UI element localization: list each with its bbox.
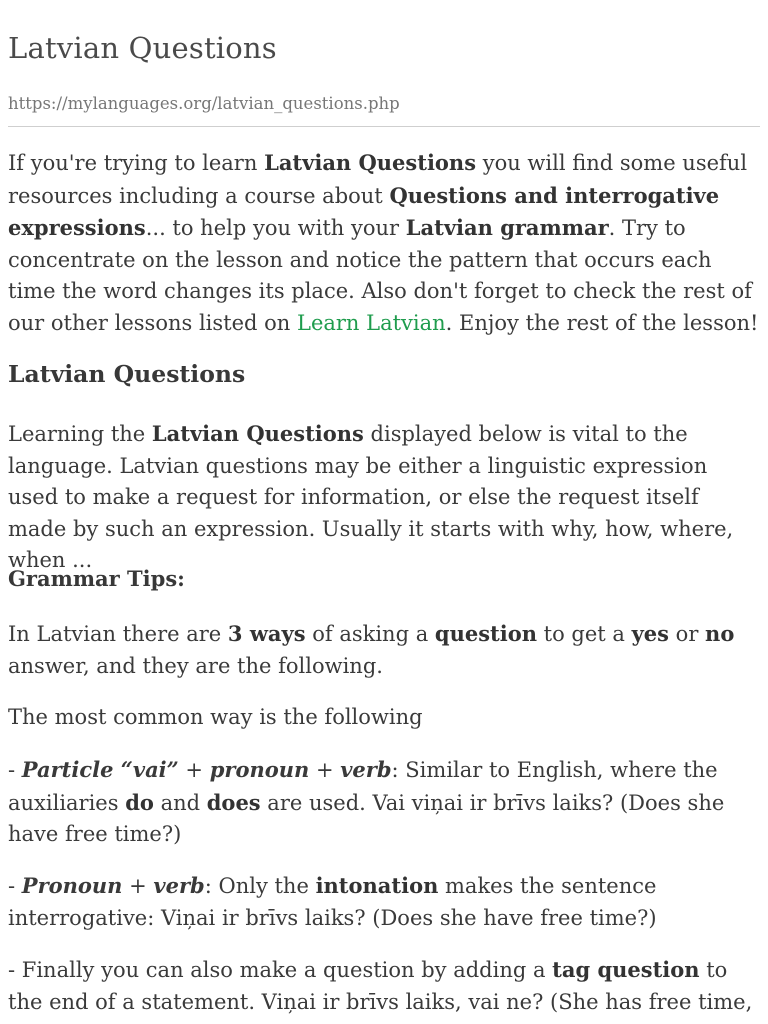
ways-bold-no: no	[705, 621, 735, 646]
rule2-verb: verb	[153, 873, 205, 898]
rule2-plus: +	[122, 874, 154, 898]
common-way-paragraph: The most common way is the following	[8, 705, 423, 729]
intro-text-1: If you're trying to learn	[8, 151, 265, 175]
ways-text-1: In Latvian there are	[8, 622, 228, 646]
learning-text-2: displayed below is vital to the language. Latvian questions may be either a linguistic expression used to make a request for information, or else the request itself made by such an expression. Usually it starts with why, how, where, when ...	[8, 422, 734, 572]
intro-bold-questions-expressions: Questions and interrogative expressions	[8, 182, 720, 240]
intro-paragraph	[8, 147, 762, 339]
learning-bold-latvian-questions: Latvian Questions	[151, 421, 364, 446]
rule-particle-vai	[8, 754, 762, 851]
intro-text-3: ... to help you with your	[145, 216, 406, 240]
learn-latvian-link[interactable]: Learn Latvian	[297, 310, 446, 335]
ways-text-2: of asking a	[305, 622, 435, 646]
ways-bold-question: question	[434, 621, 537, 646]
rule1-plus-2: +	[309, 758, 341, 782]
grammar-tips-heading: Grammar Tips:	[8, 566, 185, 591]
rule2-pronoun: Pronoun	[21, 873, 123, 898]
rule3-text-1: - Finally you can also make a question by adding a	[8, 958, 553, 982]
rule2-dash: -	[8, 874, 22, 898]
rule2-text-2: makes the sentence interrogative: Viņai ir brīvs laiks? (Does she have free time?)	[8, 874, 657, 930]
rule2-bold-intonation: intonation	[315, 873, 439, 898]
intro-text-2: you will find some useful resources including a course about	[8, 151, 748, 208]
ways-text-4: or	[669, 622, 706, 646]
divider	[8, 126, 760, 127]
page-title: Latvian Questions	[8, 31, 277, 65]
intro-text-5: . Enjoy the rest of the lesson!	[445, 310, 759, 335]
rule1-text-2: and	[153, 790, 207, 815]
rule1-text-3: are used. Vai viņai ir brīvs laiks? (Does she have free time?)	[8, 790, 725, 846]
rule1-bold-do: do	[125, 789, 154, 815]
learning-paragraph	[8, 418, 762, 577]
rule2-text-1: : Only the	[204, 874, 316, 898]
learning-text-1: Learning the	[8, 422, 152, 446]
rule1-dash: -	[8, 758, 22, 782]
intro-bold-latvian-questions: Latvian Questions	[264, 150, 477, 175]
rule-tag-question	[8, 954, 762, 1018]
rule1-bold-does: does	[206, 789, 261, 815]
rule1-pronoun: pronoun	[209, 757, 310, 782]
rule1-verb: verb	[340, 757, 392, 782]
intro-bold-latvian-grammar: Latvian grammar	[405, 215, 609, 240]
ways-bold-3-ways: 3 ways	[227, 621, 306, 646]
rule3-bold-tag-question: tag question	[552, 957, 700, 982]
rule1-plus-1: +	[178, 758, 210, 782]
section-heading: Latvian Questions	[8, 360, 246, 388]
intro-text-4: . Try to concentrate on the lesson and notice the pattern that occurs each time the word changes its place. Also don't forget to check the rest of our other lessons listed on	[8, 216, 752, 335]
rule1-particle: Particle “vai”	[21, 757, 179, 782]
ways-text-5: answer, and they are the following.	[8, 653, 383, 678]
rule1-text-1: : Similar to English, where the auxiliaries	[8, 758, 718, 815]
ways-bold-yes: yes	[631, 621, 669, 646]
page-url: https://mylanguages.org/latvian_questions.php	[8, 94, 400, 113]
ways-text-3: to get a	[536, 622, 632, 646]
ways-paragraph	[8, 618, 762, 682]
rule-pronoun-verb	[8, 870, 762, 934]
rule3-text-2: to the end of a statement. Viņai ir brīvs laiks, vai ne? (She has free time,	[8, 958, 753, 1014]
